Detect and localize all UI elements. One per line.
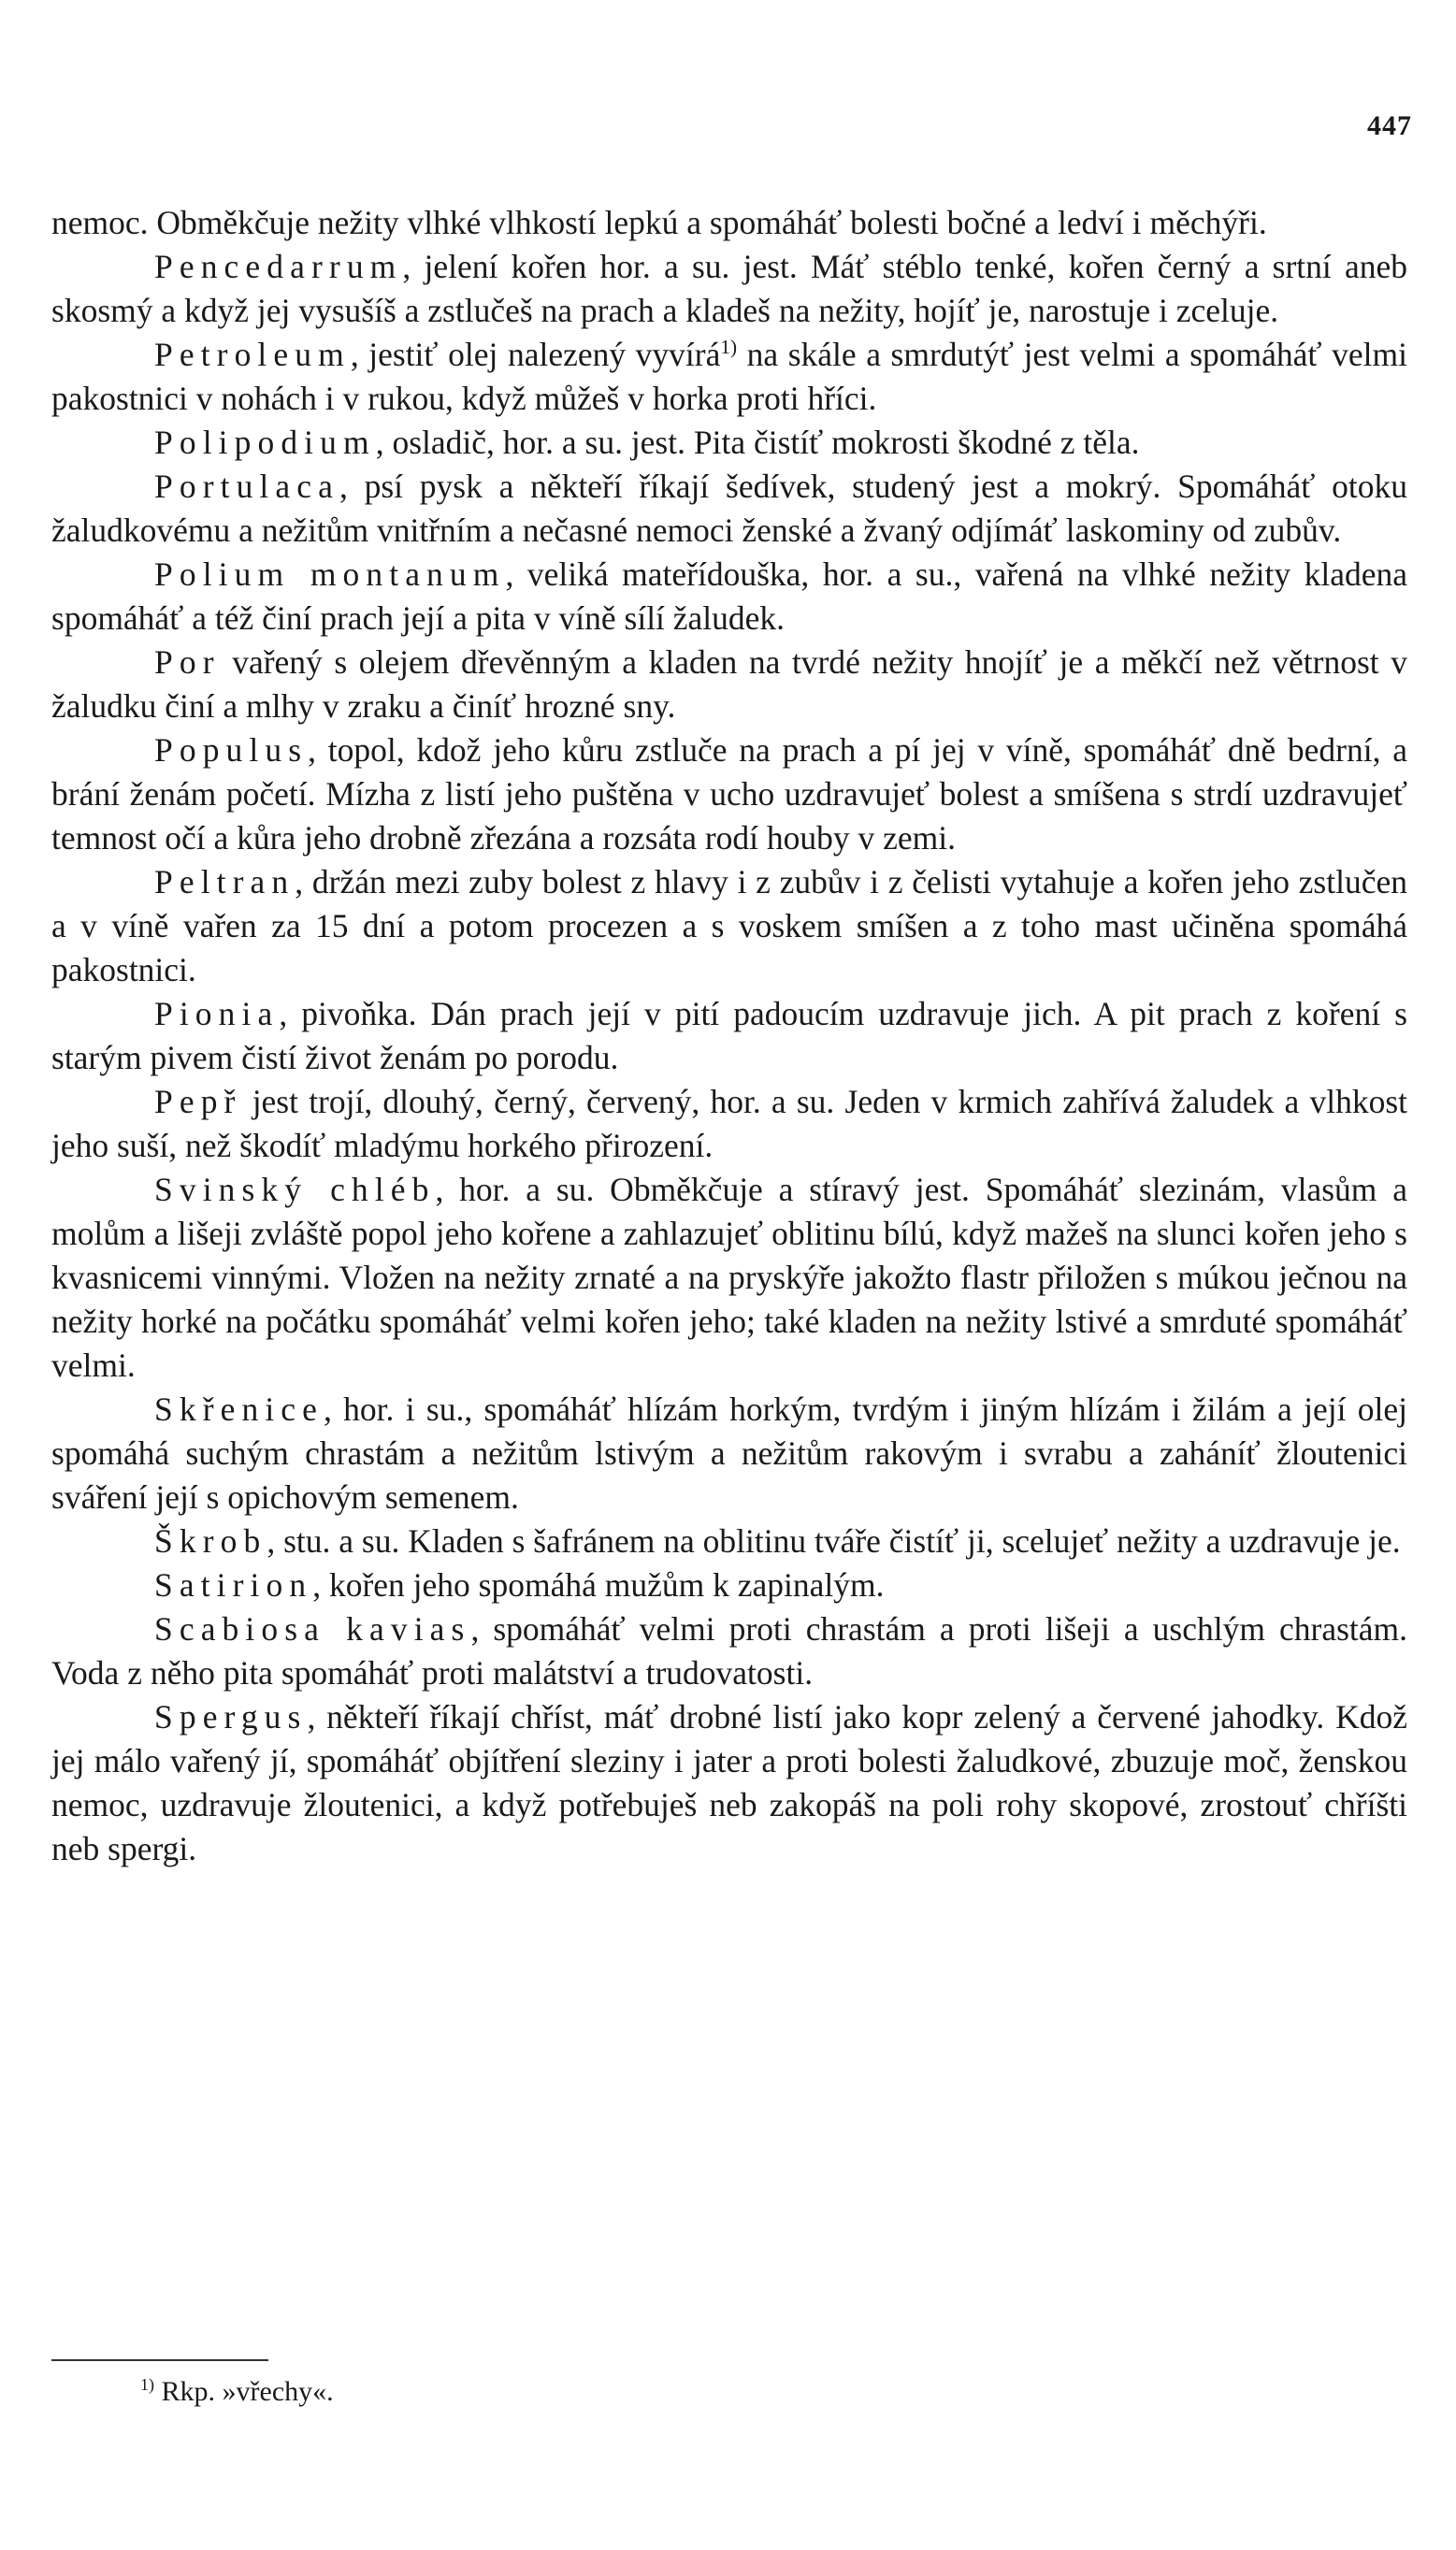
entry-pionia bbox=[51, 992, 1407, 1080]
text-body bbox=[51, 201, 1407, 1871]
entry-peltran bbox=[51, 860, 1407, 992]
entry-text: , osladič, hor. a su. jest. Pita čistíť mokrosti škodné z těla. bbox=[375, 424, 1140, 461]
entry-portulaca bbox=[51, 465, 1407, 553]
entry-text: , hor. i su., spomáháť hlízám horkým, tvrdým i jiným hlízám i žilám a její olej spomáhá suchým chrastám a nežitům lstivým a nežitům rakovým i svrabu a zaháníť žloutenici sváření její s opichovým semenem. bbox=[51, 1390, 1407, 1516]
entry-term: Škrob bbox=[154, 1522, 267, 1560]
entry-text: , jestiť olej nalezený vyvírá bbox=[350, 336, 721, 373]
entry-spergus bbox=[51, 1695, 1407, 1871]
footnote bbox=[140, 2375, 334, 2409]
entry-text: , veliká mateřídouška, hor. a su., vařená na vlhké nežity kladena spomáháť a též činí prach její a pita v víně sílí žaludek. bbox=[51, 555, 1407, 637]
entry-text: , topol, kdož jeho kůru zstluče na prach a pí jej v víně, spomáháť dně bedrní, a brání ženám početí. Mízha z listí jeho puštěna v ucho uzdravujeť bolest a smíšena s strdí uzdravujeť temnost očí a kůra jeho drobně zřezána a rozsáta rodí houby v zemi. bbox=[51, 731, 1407, 857]
entry-text: jest trojí, dlouhý, černý, červený, hor. a su. Jeden v krmich zahřívá žaludek a vlhkost jeho suší, než škodíť mladýmu horkého přirození. bbox=[51, 1083, 1407, 1164]
entry-polipodium bbox=[51, 421, 1407, 465]
entry-pepr bbox=[51, 1080, 1407, 1168]
entry-skrob bbox=[51, 1520, 1407, 1563]
entry-term: Scabiosa kavias bbox=[154, 1610, 471, 1648]
footnote-divider bbox=[51, 2359, 268, 2361]
entry-term: Petroleum bbox=[154, 336, 351, 373]
entry-text: vařený s olejem dřevěnným a kladen na tvrdé nežity hnojíť je a měkčí než větrnost v žaludku činí a mlhy v zraku a činíť hrozné sny. bbox=[51, 643, 1407, 725]
entry-text: , psí pysk a někteří říkají šedívek, studený jest a mokrý. Spomáháť otoku žaludkovému a nežitům vnitřním a nečasné nemoci ženské a žvaný odjímáť laskominy od zubův. bbox=[51, 468, 1407, 549]
entry-term: Satirion bbox=[154, 1566, 313, 1604]
entry-svinsky-chleb bbox=[51, 1168, 1407, 1388]
entry-term: Spergus bbox=[154, 1698, 308, 1736]
entry-scabiosa-kavias bbox=[51, 1607, 1407, 1695]
entry-text: na skále a smrdutýť jest velmi a spomáháť velmi pakostnici v nohách i v rukou, když můžeš v horka proti hříci. bbox=[51, 336, 1407, 417]
entry-pencedarrum bbox=[51, 245, 1407, 333]
entry-text: , držán mezi zuby bolest z hlavy i z zubův i z čelisti vytahuje a kořen jeho zstlučen a v víně vařen za 15 dní a potom procezen a s voskem smíšen a z toho mast učiněna spomáhá pakostnici. bbox=[51, 863, 1407, 988]
footnote-reference: 1) bbox=[720, 336, 738, 359]
entry-term: Polium montanum bbox=[154, 555, 506, 593]
entry-text: , hor. a su. Obměkčuje a stíravý jest. Spomáháť slezinám, vlasům a molům a lišeji zvláště popol jeho kořene a zahlazujeť oblitinu bílú, když mažeš na slunci kořen jeho s kvasnicemi vinnými. Vložen na nežity zrnaté a na pryskýře jakožto flastr přiložen s múkou ječnou na nežity horké na počátku spomáháť velmi kořen jeho; také kladen na nežity lstivé a smrduté spomáháť velmi. bbox=[51, 1171, 1407, 1384]
entry-satirion bbox=[51, 1563, 1407, 1607]
entry-text: , pivoňka. Dán prach její v pití padoucím uzdravuje jich. A pit prach z koření s starým pivem čistí život ženám po porodu. bbox=[51, 995, 1407, 1076]
entry-populus bbox=[51, 728, 1407, 860]
entry-text: , stu. a su. Kladen s šafránem na oblitinu tváře čistíť ji, scelujeť nežity a uzdravuje je. bbox=[267, 1522, 1401, 1560]
entry-por bbox=[51, 641, 1407, 728]
entry-term: Svinský chléb bbox=[154, 1171, 436, 1208]
entry-text: , kořen jeho spomáhá mužům k zapinalým. bbox=[312, 1566, 885, 1604]
entry-text: , spomáháť velmi proti chrastám a proti lišeji a uschlým chrastám. Voda z něho pita spomáháť proti malátství a trudovatosti. bbox=[51, 1610, 1408, 1692]
entry-term: Pepř bbox=[154, 1083, 242, 1120]
entry-term: Skřenice bbox=[154, 1390, 324, 1428]
entry-term: Por bbox=[154, 643, 221, 681]
entry-term: Pionia bbox=[154, 995, 280, 1032]
entry-term: Polipodium bbox=[154, 424, 376, 461]
entry-skrenice bbox=[51, 1388, 1407, 1520]
entry-term: Peltran bbox=[154, 863, 296, 900]
page-number: 447 bbox=[1367, 110, 1412, 141]
entry-term: Pencedarrum bbox=[154, 248, 403, 285]
footnote-mark: 1) bbox=[140, 2375, 154, 2394]
entry-term: Populus bbox=[154, 731, 309, 769]
footnote-text: Rkp. »vřechy«. bbox=[154, 2376, 334, 2407]
entry-polium-montanum bbox=[51, 553, 1407, 641]
entry-text: , někteří říkají chříst, máť drobné listí jako kopr zelený a červené jahodky. Kdož jej málo vařený jí, spomáháť objítření sleziny i jater a proti bolesti žaludkové, zbuzuje moč, ženskou nemoc, uzdravuje žloutenici, a když potřebuješ neb zakopáš na poli rohy skopové, zrostouť chříšti neb spergi. bbox=[51, 1698, 1407, 1867]
continuation-paragraph: nemoc. Obměkčuje nežity vlhké vlhkostí lepkú a spomáháť bolesti bočné a ledví i měchýři. bbox=[51, 204, 1267, 241]
entry-text: , jelení kořen hor. a su. jest. Máť stéblo tenké, kořen černý a srtní aneb skosmý a když jej vysušíš a zstlučeš na prach a kladeš na nežity, hojíť je, narostuje i zceluje. bbox=[51, 248, 1407, 329]
entry-petroleum bbox=[51, 333, 1407, 421]
entry-term: Portulaca bbox=[154, 468, 339, 505]
